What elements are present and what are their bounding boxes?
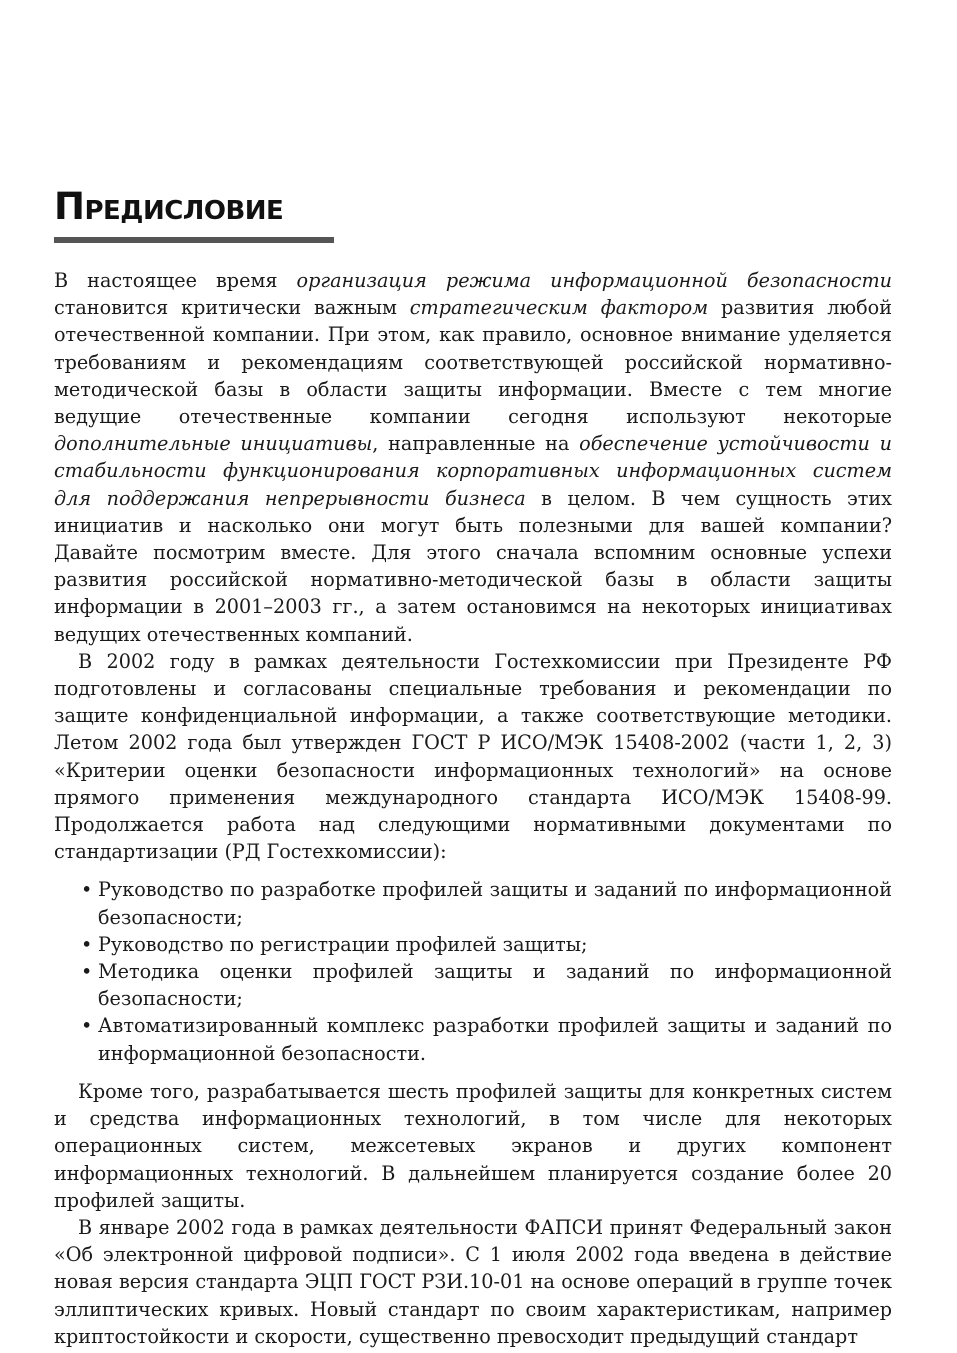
page-title: Предисловие <box>54 185 284 228</box>
list-item: • Руководство по разработке профилей защиты и заданий по информационной безопасности; <box>81 878 892 929</box>
emphasis-text: стратегическим фактором <box>409 296 709 320</box>
emphasis-text: дополнительные инициативы <box>54 432 373 456</box>
emphasis-text: организация режима информационной безопасности <box>296 269 892 292</box>
bullet-icon: • <box>81 932 93 956</box>
paragraph-protection-profiles: Кроме того, разрабатывается шесть профилей защиты для конкретных систем и средства информационных технологий, в том числе для некоторых операционных систем, межсетевых экранов и других компонент информационных технологий. В дальнейшем планируется создание более 20 профилей защиты. <box>54 1079 892 1212</box>
bullet-icon: • <box>81 1014 93 1038</box>
list-item: • Автоматизированный комплекс разработки профилей защиты и заданий по информационной безопасности. <box>81 1014 892 1065</box>
document-page <box>54 178 892 1350</box>
document-body <box>54 267 892 1350</box>
paragraph-fapsi: В январе 2002 года в рамках деятельности ФАПСИ принят Федеральный закон «Об электронной цифровой подписи». С 1 июля 2002 года введена в действие новая версия стандарта ЭЦП ГОСТ РЗИ.10-01 на основе операций в группе точек эллиптических кривых. Новый стандарт по своим характеристикам, например криптостойкости и скорости, существенно превосходит предыдущий стандарт <box>54 1215 892 1348</box>
list-item: • Методика оценки профилей защиты и заданий по информационной безопасности; <box>81 960 892 1011</box>
bullet-icon: • <box>81 960 93 984</box>
documents-list <box>54 876 892 1066</box>
emphasis-text: обеспечение устойчивости и стабильности функционирования корпоративных информационных систем для поддержания непрерывности бизнеса <box>54 432 892 510</box>
paragraph-gostechkomissiya: В 2002 году в рамках деятельности Гостехкомиссии при Президенте РФ подготовлены и согласованы специальные требования и рекомендации по защите конфиденциальной информации, а также соответствующие методики. Летом 2002 года был утвержден ГОСТ Р ИСО/МЭК 15408-2002 (части 1, 2, 3) «Критерии оценки безопасности информационных технологий» на основе прямого применения международного стандарта ИСО/МЭК 15408-99. Продолжается работа над следующими нормативными документами по стандартизации (РД Гостехкомиссии): <box>54 649 892 864</box>
bullet-icon: • <box>81 878 93 902</box>
title-underline <box>54 237 334 243</box>
list-item: • Руководство по регистрации профилей защиты; <box>54 931 892 958</box>
paragraph-intro: В настоящее время организация режима информационной безопасности становится критически важным стратегическим фактором развития любой отечественной компании. При этом, как правило, основное внимание уделяется требованиям и рекомендациям соответствующей российской нормативно-методической базы в области защиты информации. Вместе с тем многие ведущие отечественные компании сегодня используют некоторые дополнительные инициативы, направленные на обеспечение устойчивости и стабильности функционирования корпоративных информационных систем для поддержания непрерывности бизнеса в целом. В чем сущность этих инициатив и насколько они могут быть полезными для вашей компании? Давайте посмотрим вместе. Для этого сначала вспомним основные успехи развития российской нормативно-методической базы в области защиты информации в 2001–2003 гг., а затем остановимся на некоторых инициативах ведущих отечественных компаний. <box>54 269 892 646</box>
